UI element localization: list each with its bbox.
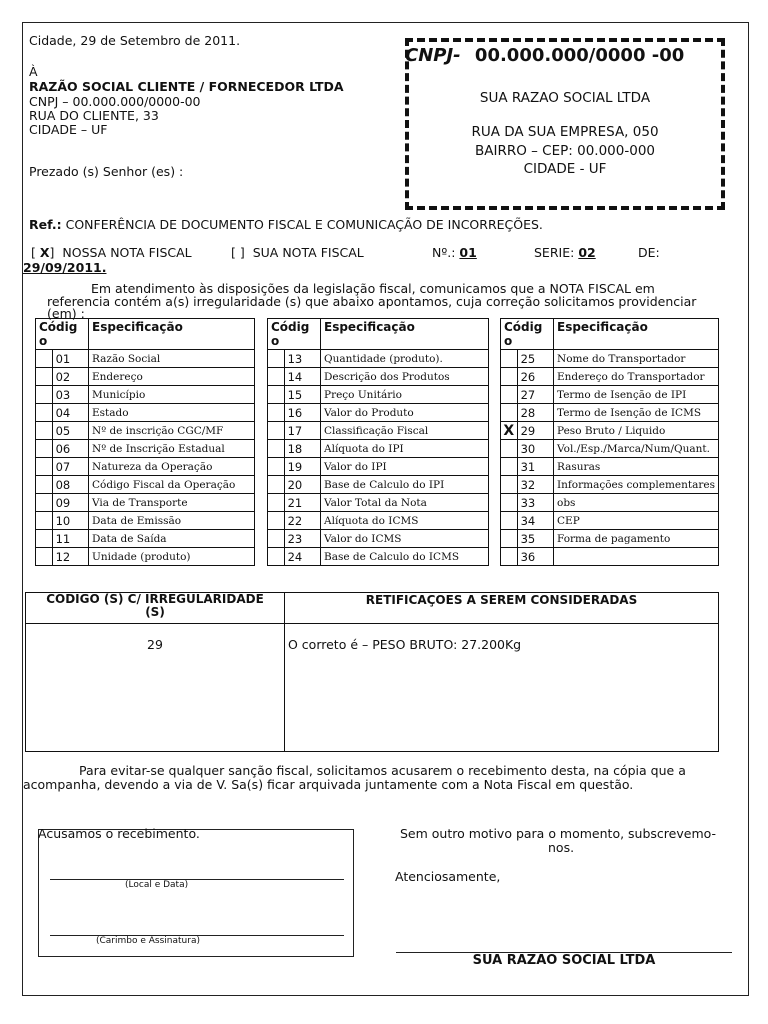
code-number: 06 xyxy=(52,440,88,458)
code-spec: Data de Saída xyxy=(89,530,255,548)
code-number: 25 xyxy=(517,350,553,368)
code-spec: Estado xyxy=(89,404,255,422)
salutation: Prezado (s) Senhor (es) : xyxy=(29,164,184,179)
code-spec: Unidade (produto) xyxy=(89,548,255,566)
code-number: 08 xyxy=(52,476,88,494)
code-number: 26 xyxy=(517,368,553,386)
code-row xyxy=(268,368,489,386)
code-spec: Preço Unitário xyxy=(321,386,489,404)
code-row xyxy=(501,440,719,458)
code-row xyxy=(268,548,489,566)
code-row xyxy=(501,422,719,440)
code-number: 11 xyxy=(52,530,88,548)
code-mark xyxy=(501,530,518,548)
stamp-cnpj-label: CNPJ- xyxy=(405,45,461,66)
code-mark xyxy=(268,530,285,548)
code-mark xyxy=(36,530,53,548)
code-mark xyxy=(501,350,518,368)
code-spec: CEP xyxy=(554,512,719,530)
code-row xyxy=(36,512,255,530)
your-invoice-label: SUA NOTA FISCAL xyxy=(252,245,364,260)
code-number: 33 xyxy=(517,494,553,512)
code-row xyxy=(268,458,489,476)
code-spec: Valor do Produto xyxy=(321,404,489,422)
rectification-codes-header xyxy=(26,593,284,619)
code-mark xyxy=(36,440,53,458)
code-mark xyxy=(36,512,53,530)
rectification-fix-header: RETIFICAÇOES A SEREM CONSIDERADAS xyxy=(365,593,638,607)
code-mark xyxy=(36,458,53,476)
code-mark xyxy=(36,494,53,512)
code-row xyxy=(268,404,489,422)
stamp-street: RUA DA SUA EMPRESA, 050 xyxy=(471,124,659,140)
code-number: 15 xyxy=(284,386,320,404)
code-spec: Vol./Esp./Marca/Num/Quant. xyxy=(554,440,719,458)
code-spec: Termo de Isenção de IPI xyxy=(554,386,719,404)
code-spec: Quantidade (produto). xyxy=(321,350,489,368)
code-number: 36 xyxy=(517,548,553,566)
code-spec: Nome do Transportador xyxy=(554,350,719,368)
series-value: 02 xyxy=(578,245,596,260)
intro-line-3: (em) : xyxy=(47,306,85,321)
code-number: 32 xyxy=(517,476,553,494)
closing-line-2: acompanha, devendo a via de V. Sa(s) ficar arquivada juntamente com a Nota Fiscal em questão. xyxy=(23,777,634,792)
code-row xyxy=(268,422,489,440)
code-number: 04 xyxy=(52,404,88,422)
reference-text: CONFERÊNCIA DE DOCUMENTO FISCAL E COMUNICAÇÃO DE INCORREÇÕES. xyxy=(65,217,543,232)
code-number: 19 xyxy=(284,458,320,476)
code-mark xyxy=(501,494,518,512)
code-row xyxy=(36,422,255,440)
code-spec: Descrição dos Produtos xyxy=(321,368,489,386)
code-row xyxy=(36,350,255,368)
spec-header: Especificação xyxy=(554,319,719,350)
code-number: 29 xyxy=(517,422,553,440)
code-row xyxy=(501,476,719,494)
number-label: Nº.: xyxy=(432,245,456,260)
code-number: 07 xyxy=(52,458,88,476)
code-mark xyxy=(268,548,285,566)
code-spec: Data de Emissão xyxy=(89,512,255,530)
code-spec: Razão Social xyxy=(89,350,255,368)
code-row xyxy=(501,350,719,368)
code-mark xyxy=(501,404,518,422)
code-number: 27 xyxy=(517,386,553,404)
code-mark xyxy=(268,476,285,494)
date-label: DE: xyxy=(638,245,660,260)
code-spec: Valor do IPI xyxy=(321,458,489,476)
code-mark xyxy=(268,350,285,368)
closing-line-1: Para evitar-se qualquer sanção fiscal, solicitamos acusarem o recebimento desta, na cópia que a xyxy=(79,763,686,778)
code-mark xyxy=(268,494,285,512)
code-row xyxy=(501,368,719,386)
code-number: 18 xyxy=(284,440,320,458)
intro-line-1: Em atendimento às disposições da legislação fiscal, comunicamos que a NOTA FISCAL em xyxy=(91,281,655,296)
code-row xyxy=(36,404,255,422)
recipient-city: CIDADE – UF xyxy=(29,122,108,137)
code-row xyxy=(501,458,719,476)
code-spec: Peso Bruto / Liquido xyxy=(554,422,719,440)
intro-line-2: referencia contém a(s) irregularidade (s) que abaixo apontamos, cuja correção solicitamos providenciar xyxy=(47,294,697,309)
place-date-line xyxy=(50,879,344,880)
code-row xyxy=(36,368,255,386)
code-row xyxy=(36,494,255,512)
recipient-street: RUA DO CLIENTE, 33 xyxy=(29,108,159,123)
code-number: 09 xyxy=(52,494,88,512)
code-mark xyxy=(268,404,285,422)
code-row xyxy=(268,512,489,530)
codes-header-line-1: CODIGO (S) C/ IRREGULARIDADE xyxy=(46,592,264,606)
rectification-fix: O correto é – PESO BRUTO: 27.200Kg xyxy=(288,637,522,652)
code-mark xyxy=(501,458,518,476)
signoff-line-2: nos. xyxy=(548,840,575,855)
code-number: 35 xyxy=(517,530,553,548)
signoff-line-1: Sem outro motivo para o momento, subscrevemo- xyxy=(400,826,717,841)
code-mark xyxy=(36,386,53,404)
code-number: 28 xyxy=(517,404,553,422)
recipient-name: RAZÃO SOCIAL CLIENTE / FORNECEDOR LTDA xyxy=(29,79,344,94)
code-spec: Via de Transporte xyxy=(89,494,255,512)
code-mark xyxy=(36,548,53,566)
code-spec: Nº de Inscrição Estadual xyxy=(89,440,255,458)
bracket-open: [ xyxy=(31,245,36,260)
stamp-cnpj-value: 00.000.000/0000 -00 xyxy=(474,45,685,66)
code-spec: Código Fiscal da Operação xyxy=(89,476,255,494)
code-number: 13 xyxy=(284,350,320,368)
recipient-cnpj: CNPJ – 00.000.000/0000-00 xyxy=(29,94,201,109)
code-row xyxy=(268,530,489,548)
code-mark xyxy=(268,368,285,386)
code-spec: Informações complementares xyxy=(554,476,719,494)
code-number: 24 xyxy=(284,548,320,566)
check-mark: X xyxy=(39,245,50,260)
reference-line xyxy=(29,217,543,232)
code-row xyxy=(268,494,489,512)
code-mark xyxy=(501,548,518,566)
code-spec: Termo de Isenção de ICMS xyxy=(554,404,719,422)
code-number: 12 xyxy=(52,548,88,566)
code-mark xyxy=(268,512,285,530)
code-spec: Alíquota do ICMS xyxy=(321,512,489,530)
code-spec: Endereço do Transportador xyxy=(554,368,719,386)
code-mark xyxy=(268,422,285,440)
code-header: Códig o xyxy=(268,319,321,350)
code-number: 03 xyxy=(52,386,88,404)
code-mark xyxy=(268,386,285,404)
code-row xyxy=(268,476,489,494)
code-mark xyxy=(36,476,53,494)
code-row xyxy=(36,440,255,458)
codes-table-3 xyxy=(500,318,719,566)
reference-label: Ref.: xyxy=(29,217,62,232)
code-spec: Base de Calculo do ICMS xyxy=(321,548,489,566)
empty-bracket: [ ] xyxy=(231,245,245,260)
invoice-date: 29/09/2011. xyxy=(23,260,107,275)
code-mark xyxy=(36,368,53,386)
regards: Atenciosamente, xyxy=(395,869,501,884)
code-spec: Rasuras xyxy=(554,458,719,476)
code-number: 21 xyxy=(284,494,320,512)
code-spec xyxy=(554,548,719,566)
code-number: 20 xyxy=(284,476,320,494)
code-number: 22 xyxy=(284,512,320,530)
code-row xyxy=(36,530,255,548)
code-spec: Alíquota do IPI xyxy=(321,440,489,458)
stamp-cnpj xyxy=(405,45,684,66)
place-date-caption: (Local e Data) xyxy=(125,880,189,890)
code-row xyxy=(268,350,489,368)
stamp-city: CIDADE - UF xyxy=(523,161,607,177)
code-mark xyxy=(268,440,285,458)
code-row xyxy=(501,404,719,422)
code-number: 34 xyxy=(517,512,553,530)
rectification-code: 29 xyxy=(147,637,163,652)
code-mark xyxy=(501,368,518,386)
date-line: Cidade, 29 de Setembro de 2011. xyxy=(29,33,241,48)
code-number: 30 xyxy=(517,440,553,458)
code-mark xyxy=(36,350,53,368)
code-number: 01 xyxy=(52,350,88,368)
code-number: 05 xyxy=(52,422,88,440)
code-spec: Natureza da Operação xyxy=(89,458,255,476)
code-mark xyxy=(501,476,518,494)
series-label: SERIE: xyxy=(534,245,575,260)
code-mark xyxy=(36,404,53,422)
code-spec: Base de Calculo do IPI xyxy=(321,476,489,494)
code-number: 14 xyxy=(284,368,320,386)
code-spec: Classificação Fiscal xyxy=(321,422,489,440)
code-spec: Nº de inscrição CGC/MF xyxy=(89,422,255,440)
code-mark xyxy=(36,422,53,440)
code-row xyxy=(501,512,719,530)
code-number: 02 xyxy=(52,368,88,386)
code-number: 23 xyxy=(284,530,320,548)
code-number: 10 xyxy=(52,512,88,530)
code-row xyxy=(501,494,719,512)
stamp-district: BAIRRO – CEP: 00.000-000 xyxy=(474,143,655,159)
codes-header-line-2: (S) xyxy=(145,605,165,619)
code-spec: Valor do ICMS xyxy=(321,530,489,548)
our-invoice-label: NOSSA NOTA FISCAL xyxy=(62,245,192,260)
code-header: Códig o xyxy=(501,319,554,350)
invoice-series xyxy=(534,245,612,260)
code-spec: obs xyxy=(554,494,719,512)
signoff-company: SUA RAZAO SOCIAL LTDA xyxy=(472,953,656,968)
code-number: 31 xyxy=(517,458,553,476)
to-prefix: À xyxy=(29,64,38,79)
code-row xyxy=(501,530,719,548)
code-spec: Valor Total da Nota xyxy=(321,494,489,512)
code-spec: Endereço xyxy=(89,368,255,386)
rectification-table xyxy=(25,592,719,752)
stamp-signature-caption: (Carimbo e Assinatura) xyxy=(96,936,200,946)
bracket-close: ] xyxy=(49,245,55,260)
code-number: 16 xyxy=(284,404,320,422)
codes-table-1 xyxy=(35,318,255,566)
code-mark xyxy=(501,512,518,530)
code-row xyxy=(36,548,255,566)
number-value: 01 xyxy=(459,245,477,260)
code-row xyxy=(501,548,719,566)
receipt-title: Acusamos o recebimento. xyxy=(38,826,200,841)
codes-table-2 xyxy=(267,318,489,566)
spec-header: Especificação xyxy=(89,319,255,350)
rectification-divider xyxy=(284,593,285,751)
code-mark: X xyxy=(501,422,518,440)
stamp-company: SUA RAZAO SOCIAL LTDA xyxy=(479,90,651,106)
code-row xyxy=(36,476,255,494)
code-number: 17 xyxy=(284,422,320,440)
code-row xyxy=(501,386,719,404)
option-your-invoice[interactable] xyxy=(231,245,364,260)
code-row xyxy=(36,386,255,404)
code-spec: Município xyxy=(89,386,255,404)
code-row xyxy=(268,386,489,404)
code-spec: Forma de pagamento xyxy=(554,530,719,548)
spec-header: Especificação xyxy=(321,319,489,350)
code-mark xyxy=(501,386,518,404)
code-mark xyxy=(501,440,518,458)
code-row xyxy=(36,458,255,476)
option-our-invoice[interactable] xyxy=(31,245,192,260)
code-mark xyxy=(268,458,285,476)
invoice-number xyxy=(432,245,503,260)
code-header: Códig o xyxy=(36,319,89,350)
code-row xyxy=(268,440,489,458)
